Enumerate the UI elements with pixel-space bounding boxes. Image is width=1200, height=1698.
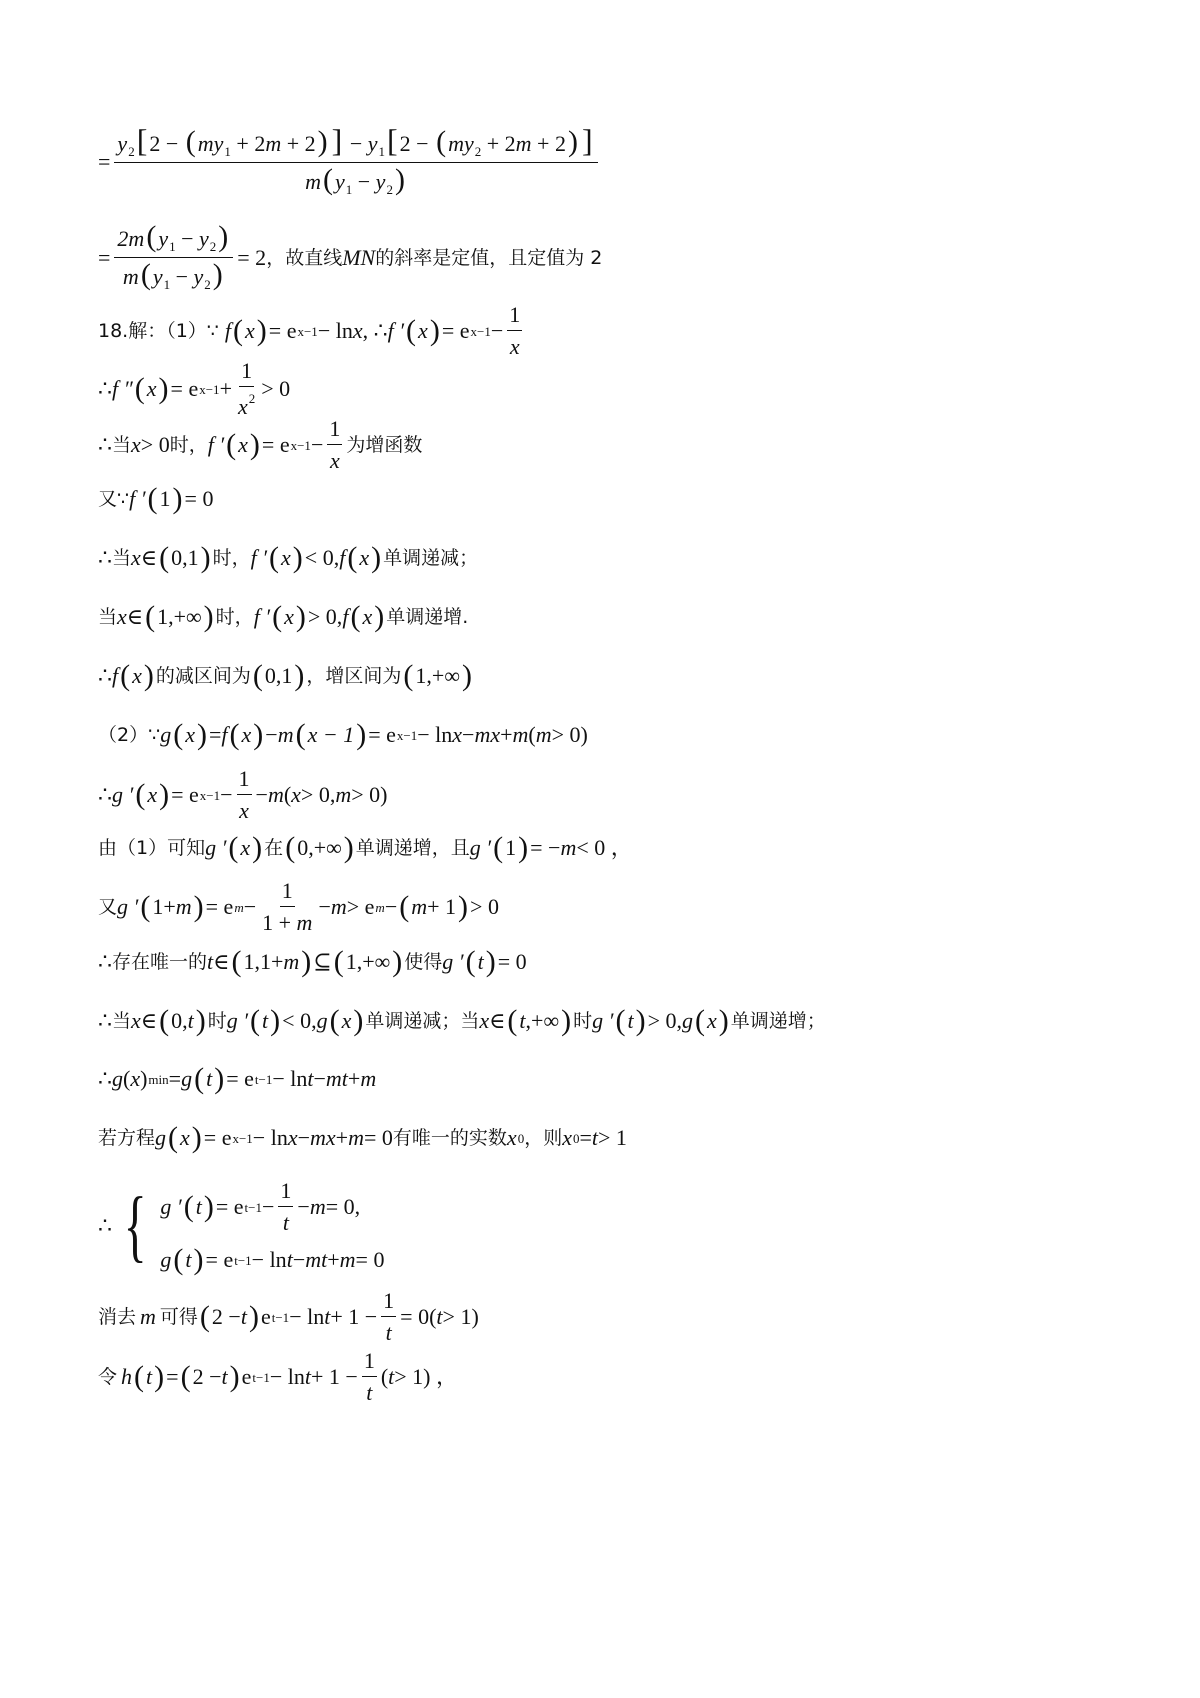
- system-row-1: g ′ ( t ) = e t−1 − $\frac{1}{t}$ − m = 0,: [160, 1178, 361, 1235]
- text: ，故直线: [266, 246, 343, 269]
- equals-sign: =: [98, 245, 111, 270]
- equation-line-5: ∴ 当 x > 0 时， f ′ ( x ) = e x−1 − $\frac{1}{x}$ 为增函数: [98, 416, 423, 473]
- equation-line-15: ∴ 当 x ∈ ( 0, t ) 时 g ′ ( t ) < 0, g ( x ) 单调递减；当 x ∈ ( t ,+∞ ) 时 g ′ ( t ) > 0, g ( x ) 单调递增；: [98, 1004, 826, 1037]
- left-brace: {: [123, 1182, 147, 1270]
- fraction: $\frac{2m(y_1 - y_2)}{m(y_1 - y_2)}$: [114, 225, 233, 291]
- equation-line-7: ∴ 当 x ∈ ( 0,1 ) 时， f ′ ( x ) < 0, f ( x ) 单调递减；: [98, 541, 479, 574]
- line-name: MN: [342, 245, 376, 270]
- problem-18-line: 18.解：（1）∵ f ( x ) = e x−1 − ln x , ∴ f ′ ( x ) = e x−1 − $\frac{1}{x}$: [98, 302, 521, 359]
- equation-line-8: 当 x ∈ ( 1,+∞ ) 时， f ′ ( x ) > 0, f ( x ) 单调递增.: [98, 600, 469, 633]
- fraction: $\frac{y_2[2 - (my_1 + 2m + 2) ] - y_1[2 - (my_2 + 2m + 2) ]}{m(y_1 - y_2)}$: [114, 128, 597, 196]
- equation-line-20: 令 h ( t ) = ( 2 − t ) e t−1 − ln t + 1 − $\frac{1}{t}$ ( t > 1) ，: [98, 1348, 458, 1405]
- part-2-line: （2）∵ g ( x ) = f ( x ) − m ( x − 1 ) = e x−1 − ln x − mx + m ( m > 0): [98, 718, 588, 751]
- equation-line-16: ∴ g ( x ) min = g ( t ) = e t−1 − ln t − mt + m: [98, 1062, 377, 1095]
- equation-line-12: 由（1）可知 g ′ ( x ) 在 ( 0,+∞ ) 单调递增，且 g ′ ( 1 ) = − m < 0 ，: [98, 831, 633, 864]
- result-value: = 2: [237, 245, 267, 270]
- equation-line-11: ∴ g ′ ( x ) = e x−1 − $\frac{1}{x}$ − m ( x > 0, m > 0): [98, 766, 388, 823]
- equation-line-2: [98, 220, 603, 292]
- equation-system: ∴ { g ′ ( t ) = e t−1 − $\frac{1}{t}$ − m = 0, g ( t ) = e t−1 − ln t − mt + m = 0: [98, 1178, 385, 1276]
- text: 的斜率是定值，且定值为 2: [375, 246, 603, 269]
- equals-sign: =: [98, 149, 111, 174]
- system-row-2: g ( t ) = e t−1 − ln t − mt + m = 0: [160, 1243, 385, 1276]
- equation-line-6: 又∵ f ′ ( 1 ) = 0: [98, 482, 214, 515]
- equation-line-13: 又 g ′ ( 1+ m ) = e m − $\frac{1}{1 + m}$ − m > e m − ( m + 1 ) > 0: [98, 878, 499, 935]
- problem-label: 18.解：（1）∵: [98, 319, 219, 342]
- equation-line-19: 消去 m 可得 ( 2 − t ) e t−1 − ln t + 1 − $\frac{1}{t}$ = 0( t > 1): [98, 1288, 479, 1345]
- equation-line-9: ∴ f ( x ) 的减区间为 ( 0,1 ) ，增区间为 ( 1,+∞ ): [98, 659, 473, 692]
- equation-line-4: ∴ f ″ ( x ) = e x−1 + $\frac{1}{x^2}$ > 0: [98, 358, 291, 419]
- equation-line-14: ∴ 存在唯一的 t ∈ ( 1,1+ m ) ⊆ ( 1,+∞ ) 使得 g ′ ( t ) = 0: [98, 945, 527, 978]
- equation-line-17: 若方程 g ( x ) = e x−1 − ln x − mx + m = 0 有唯一的实数 x 0 ，则 x 0 = t > 1: [98, 1121, 627, 1154]
- equation-line-1: [98, 122, 602, 197]
